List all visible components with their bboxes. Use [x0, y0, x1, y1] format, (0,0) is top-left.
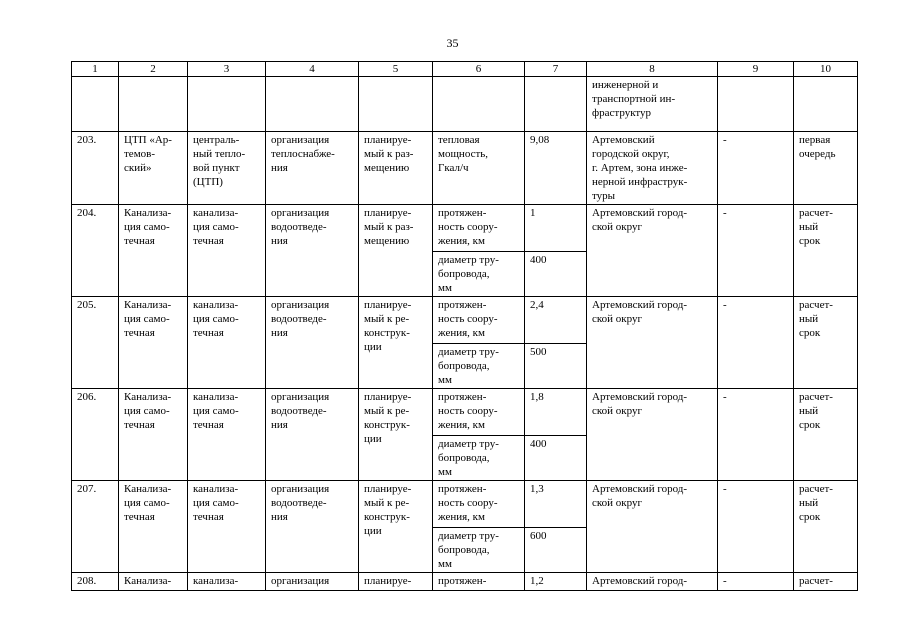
object-name-cell: ЦТП «Ар- темов- ский» — [119, 132, 188, 205]
object-name-cell: Канализа- ция само- течная — [119, 297, 188, 389]
object-type-cell: канализа- ция само- течная — [188, 297, 266, 389]
parameter-label-cell: диаметр тру- бопровода, мм — [433, 344, 525, 389]
col9-cell: - — [718, 481, 794, 573]
parameter-label-cell: диаметр тру- бопровода, мм — [433, 528, 525, 573]
cell — [433, 77, 525, 132]
header-cell: 5 — [359, 62, 433, 77]
row-number-cell: 206. — [72, 389, 119, 481]
parameter-value-cell: 1 — [525, 205, 587, 252]
table-row — [72, 573, 858, 591]
continuation-row — [72, 77, 858, 132]
location-cell: Артемовский город- ской округ — [587, 205, 718, 297]
status-cell: планируе- мый к ре- конструк- ции — [359, 389, 433, 481]
parameter-value-cell: 400 — [525, 252, 587, 297]
parameter-label-cell: протяжен- ность соору- жения, км — [433, 389, 525, 436]
header-cell: 2 — [119, 62, 188, 77]
purpose-cell: организация теплоснабже- ния — [266, 132, 359, 205]
object-name-cell: Канализа- — [119, 573, 188, 591]
parameter-label-cell: диаметр тру- бопровода, мм — [433, 252, 525, 297]
header-row — [72, 62, 858, 77]
schedule-table — [71, 61, 858, 591]
header-cell: 8 — [587, 62, 718, 77]
cell — [359, 77, 433, 132]
parameter-value-cell: 500 — [525, 344, 587, 389]
col9-cell: - — [718, 205, 794, 297]
term-cell: расчет- ный срок — [794, 481, 858, 573]
location-cell: Артемовский город- ской округ — [587, 481, 718, 573]
cell — [119, 77, 188, 132]
location-cell: Артемовский город- ской округ — [587, 297, 718, 389]
parameter-value-cell: 1,3 — [525, 481, 587, 528]
header-cell: 9 — [718, 62, 794, 77]
cell — [718, 77, 794, 132]
object-name-cell: Канализа- ция само- течная — [119, 205, 188, 297]
col9-cell: - — [718, 573, 794, 591]
table-body — [72, 62, 858, 591]
object-type-cell: канализа- ция само- течная — [188, 205, 266, 297]
header-cell: 1 — [72, 62, 119, 77]
parameter-label-cell: протяжен- ность соору- жения, км — [433, 481, 525, 528]
location-cell: Артемовский город- — [587, 573, 718, 591]
cell — [188, 77, 266, 132]
parameter-value-cell: 9,08 — [525, 132, 587, 205]
purpose-cell: организация водоотведе- ния — [266, 297, 359, 389]
row-number-cell: 203. — [72, 132, 119, 205]
header-cell: 4 — [266, 62, 359, 77]
row-number-cell: 207. — [72, 481, 119, 573]
col9-cell: - — [718, 389, 794, 481]
term-cell: расчет- ный срок — [794, 205, 858, 297]
row-number-cell: 204. — [72, 205, 119, 297]
object-type-cell: канализа- ция само- течная — [188, 389, 266, 481]
table-row — [72, 297, 858, 344]
parameter-label-cell: протяжен- ность соору- жения, км — [433, 205, 525, 252]
parameter-label-cell: диаметр тру- бопровода, мм — [433, 436, 525, 481]
purpose-cell: организация водоотведе- ния — [266, 205, 359, 297]
header-cell: 3 — [188, 62, 266, 77]
parameter-value-cell: 400 — [525, 436, 587, 481]
col9-cell: - — [718, 132, 794, 205]
header-cell: 7 — [525, 62, 587, 77]
purpose-cell: организация водоотведе- ния — [266, 389, 359, 481]
purpose-cell: организация водоотведе- ния — [266, 481, 359, 573]
cell — [794, 77, 858, 132]
status-cell: планируе- мый к ре- конструк- ции — [359, 481, 433, 573]
object-type-cell: канализа- ция само- течная — [188, 481, 266, 573]
object-type-cell: централь- ный тепло- вой пункт (ЦТП) — [188, 132, 266, 205]
status-cell: планируе- мый к раз- мещению — [359, 205, 433, 297]
row-number-cell: 208. — [72, 573, 119, 591]
header-cell: 10 — [794, 62, 858, 77]
location-cell: Артемовский город- ской округ — [587, 389, 718, 481]
parameter-label-cell: протяжен- — [433, 573, 525, 591]
status-cell: планируе- — [359, 573, 433, 591]
parameter-value-cell: 2,4 — [525, 297, 587, 344]
table-row — [72, 132, 858, 205]
term-cell: расчет- ный срок — [794, 389, 858, 481]
table-row — [72, 205, 858, 252]
parameter-label-cell: протяжен- ность соору- жения, км — [433, 297, 525, 344]
location-cell: инженерной и транспортной ин- фраструктур — [587, 77, 718, 132]
parameter-label-cell: тепловая мощность, Гкал/ч — [433, 132, 525, 205]
object-type-cell: канализа- — [188, 573, 266, 591]
cell — [72, 77, 119, 132]
object-name-cell: Канализа- ция само- течная — [119, 481, 188, 573]
parameter-value-cell: 600 — [525, 528, 587, 573]
table-row — [72, 389, 858, 436]
term-cell: расчет- ный срок — [794, 297, 858, 389]
status-cell: планируе- мый к раз- мещению — [359, 132, 433, 205]
status-cell: планируе- мый к ре- конструк- ции — [359, 297, 433, 389]
page-number: 35 — [446, 36, 459, 50]
parameter-value-cell: 1,2 — [525, 573, 587, 591]
header-cell: 6 — [433, 62, 525, 77]
parameter-value-cell: 1,8 — [525, 389, 587, 436]
purpose-cell: организация — [266, 573, 359, 591]
term-cell: расчет- — [794, 573, 858, 591]
row-number-cell: 205. — [72, 297, 119, 389]
col9-cell: - — [718, 297, 794, 389]
term-cell: первая очередь — [794, 132, 858, 205]
object-name-cell: Канализа- ция само- течная — [119, 389, 188, 481]
cell — [525, 77, 587, 132]
cell — [266, 77, 359, 132]
location-cell: Артемовский городской округ, г. Артем, зона инже- нерной инфраструк- туры — [587, 132, 718, 205]
table-row — [72, 481, 858, 528]
